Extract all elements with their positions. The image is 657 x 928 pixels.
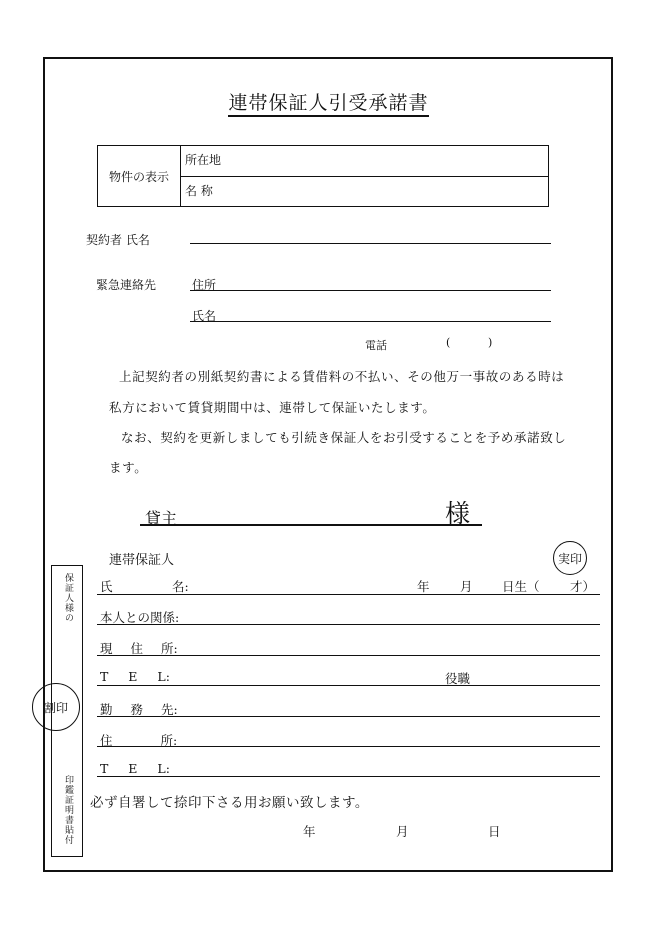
- birth-day-label: 日生（: [502, 579, 540, 594]
- property-location-label: 所在地: [185, 153, 222, 167]
- current-address-line[interactable]: [97, 655, 600, 656]
- guarantor-heading: 連帯保証人: [109, 553, 175, 568]
- relation-label: 本人との関係:: [100, 610, 180, 625]
- lessor-label: 貸主: [145, 509, 178, 528]
- body-line-3: なお、契約を更新しましても引続き保証人をお引受することを予め承諾致し: [121, 430, 567, 445]
- footer-year: 年: [303, 824, 316, 839]
- tally-seal-circle[interactable]: [32, 683, 80, 731]
- body-line-4: ます。: [109, 460, 148, 475]
- property-name-label: 名 称: [185, 184, 213, 198]
- guarantor-name-label-2: 名:: [172, 579, 189, 594]
- guarantor-name-label-1: 氏: [100, 579, 113, 594]
- work-tel-line[interactable]: [97, 776, 600, 777]
- body-line-2: 私方において賃貸期間中は、連帯して保証いたします。: [109, 400, 436, 415]
- registered-seal-circle[interactable]: [553, 541, 587, 575]
- work-address-label: 住 所:: [100, 733, 178, 748]
- lessor-name-line[interactable]: [140, 524, 482, 526]
- contractor-name-line[interactable]: [190, 243, 551, 244]
- property-name-field[interactable]: [181, 177, 548, 206]
- birth-month-label: 月: [460, 579, 473, 594]
- lessor-honorific: 様: [445, 499, 471, 528]
- page-title: [0, 88, 657, 115]
- emergency-address-line[interactable]: [190, 290, 551, 291]
- title-text: 連帯保証人引受承諾書: [228, 92, 428, 117]
- age-label: 才）: [570, 579, 596, 594]
- property-header: 物件の表示: [98, 146, 181, 206]
- position-label: 役職: [445, 671, 471, 686]
- footer-month: 月: [396, 824, 409, 839]
- property-table: [97, 145, 549, 207]
- side-bottom-text: 印鑑証明書貼付: [63, 775, 73, 845]
- birth-year-label: 年: [417, 579, 430, 594]
- contractor-name-label: 契約者 氏名: [86, 233, 150, 247]
- emergency-contact-label: 緊急連絡先: [96, 278, 157, 292]
- tally-seal-label: 割印: [43, 700, 68, 715]
- emergency-phone-paren-close: ): [488, 336, 493, 349]
- emergency-address-label: 住所: [192, 278, 217, 292]
- tel-label: T E L:: [100, 669, 170, 684]
- guarantor-name-line[interactable]: [97, 594, 600, 595]
- emergency-phone-label: 電話: [365, 339, 387, 352]
- work-address-line[interactable]: [97, 746, 600, 747]
- current-address-label: 現 住 所:: [100, 641, 178, 656]
- relation-line[interactable]: [97, 624, 600, 625]
- emergency-name-line[interactable]: [190, 321, 551, 322]
- work-tel-label: T E L:: [100, 761, 170, 776]
- workplace-line[interactable]: [97, 716, 600, 717]
- side-top-text: 保証人様の: [63, 573, 73, 623]
- workplace-label: 勤 務 先:: [100, 702, 178, 717]
- tel-line[interactable]: [97, 685, 600, 686]
- emergency-phone-paren-open: (: [446, 336, 451, 349]
- footer-day: 日: [488, 824, 501, 839]
- registered-seal-label: 実印: [557, 551, 582, 566]
- property-location-field[interactable]: [181, 146, 548, 177]
- footer-note: 必ず自署して捺印下さる用お願い致します。: [90, 795, 369, 811]
- emergency-name-label: 氏名: [192, 309, 217, 323]
- body-line-1: 上記契約者の別紙契約書による賃借料の不払い、その他万一事故のある時は: [119, 369, 565, 384]
